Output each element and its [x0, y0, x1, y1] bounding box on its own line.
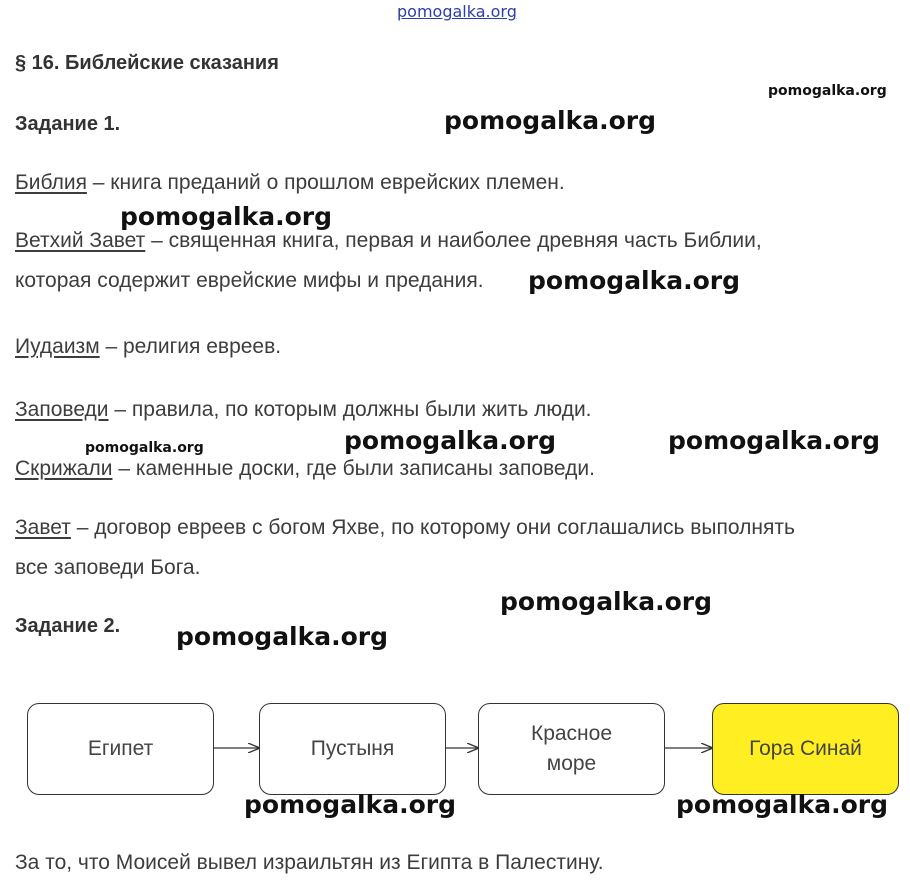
watermark-4: pomogalka.org [528, 266, 741, 295]
watermark-8: pomogalka.org [500, 587, 713, 616]
flow-box-mount-sinai [712, 703, 899, 795]
definition-covenant-text: – договор евреев с богом Яхве, по которому они соглашались выполнять [70, 516, 795, 539]
watermark-2: pomogalka.org [444, 106, 657, 135]
definition-covenant-line2: все заповеди Бога. [15, 556, 201, 579]
definition-old-testament-text: – священная книга, первая и наиболее древняя часть Библии, [145, 229, 762, 252]
task1-heading: Задание 1. [15, 113, 121, 135]
flow-box-red-sea [478, 703, 665, 795]
watermark-7: pomogalka.org [668, 426, 881, 455]
task2-answer: За то, что Моисей вывел израильтян из Египта в Палестину. [15, 851, 604, 874]
definition-bible-text: – книга преданий о прошлом еврейских племен. [86, 171, 565, 194]
definition-judaism-text: – религия евреев. [99, 335, 282, 358]
watermark-3: pomogalka.org [120, 202, 333, 231]
term-old-testament: Ветхий Завет [15, 229, 146, 252]
flow-box-egypt [27, 703, 214, 795]
watermark-small-1: pomogalka.org [768, 83, 887, 99]
flow-box-red-sea-label: Красное море [530, 722, 613, 775]
term-tablets: Скрижали [15, 457, 113, 480]
term-commandments: Заповеди [15, 398, 109, 421]
watermark-top-link: pomogalka.org [397, 2, 517, 21]
watermark-10: pomogalka.org [244, 790, 457, 819]
watermark-11: pomogalka.org [676, 790, 889, 819]
definition-tablets-text: – каменные доски, где были записаны заповеди. [112, 457, 595, 480]
term-covenant: Завет [15, 516, 71, 539]
flow-box-mount-sinai-label: Гора Синай [749, 737, 862, 760]
watermark-small-5: pomogalka.org [85, 440, 204, 456]
watermark-6: pomogalka.org [344, 426, 557, 455]
watermark-9: pomogalka.org [176, 622, 389, 651]
flow-box-desert [259, 703, 446, 795]
flow-box-egypt-label: Египет [87, 737, 154, 760]
task2-heading: Задание 2. [15, 615, 121, 637]
term-judaism: Иудаизм [15, 335, 100, 358]
page-title: § 16. Библейские сказания [15, 52, 279, 74]
term-bible: Библия [15, 171, 87, 194]
flow-box-desert-label: Пустыня [310, 737, 395, 760]
definition-commandments-text: – правила, по которым должны были жить люди. [108, 398, 592, 421]
definition-old-testament-line2: которая содержит еврейские мифы и предания. [15, 269, 484, 292]
